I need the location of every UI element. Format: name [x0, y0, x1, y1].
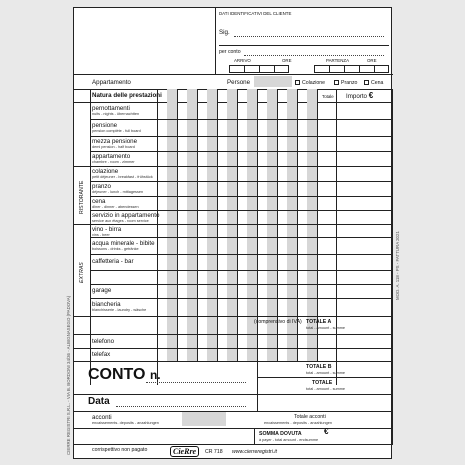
- date-column: [167, 89, 177, 361]
- data-label: Data: [88, 396, 110, 407]
- row-servizio: [92, 212, 159, 223]
- colazione-checkbox[interactable]: [295, 80, 300, 85]
- persone-label: Persone: [227, 79, 251, 86]
- row-vino-birra: [92, 226, 121, 237]
- row-acqua-minerale: [92, 240, 155, 251]
- corrispettivo-label: corrispettivo non pagato: [92, 447, 148, 453]
- right-margin-note: MOD. A. 118 - PS - FATTURA 2021: [395, 231, 400, 300]
- row-sublabel: demi pension - half board: [92, 145, 135, 149]
- row-caffetteria: [92, 258, 134, 265]
- arrivo-label: ARRIVO: [234, 58, 251, 63]
- acconti-field[interactable]: [182, 412, 226, 426]
- extras-side-label: EXTRAS: [79, 262, 85, 283]
- hotel-bill-form: [73, 7, 392, 459]
- row-label: pernottamenti: [92, 105, 130, 112]
- row-sublabel: chambre - room - zimmer: [92, 160, 135, 164]
- row-label: caffetteria - bar: [92, 258, 134, 265]
- cena-label: Cena: [371, 80, 384, 86]
- euro-symbol: €: [324, 427, 329, 436]
- row-sublabel: petit déjeuner - breakfast - frühstück: [92, 175, 153, 179]
- cena-checkbox[interactable]: [364, 80, 369, 85]
- ristorante-side-label: RISTORANTE: [79, 180, 85, 214]
- date-column: [187, 89, 197, 361]
- row-appartamento: [92, 153, 135, 164]
- totale-a-sublabel: total - amount - summe: [306, 326, 346, 330]
- conto-number-field[interactable]: [146, 382, 246, 383]
- row-label: vino - birra: [92, 226, 122, 233]
- row-biancheria: [92, 301, 146, 312]
- colazione-label: Colazione: [302, 80, 326, 86]
- appartamento-label: Appartamento: [92, 79, 131, 86]
- row-sublabel: boissons - drinks - getränke: [92, 247, 139, 251]
- row-label: pranzo: [92, 183, 111, 190]
- row-pensione: [92, 122, 141, 133]
- section-separator: [74, 74, 393, 75]
- website-link[interactable]: www.cierreregistri.it: [232, 449, 277, 455]
- data-field[interactable]: [116, 406, 246, 407]
- natura-label: Natura delle prestazioni: [92, 92, 162, 99]
- row-sublabel: déjeuner - lunch - mittagessen: [92, 190, 144, 194]
- row-sublabel: dîner - dinner - abendessen: [92, 205, 139, 209]
- totale-acconti-label: Totale acconti: [294, 414, 326, 420]
- totale-col-label: Totale: [322, 94, 334, 99]
- row-label: appartamento: [92, 153, 131, 160]
- row-garage: [92, 287, 111, 294]
- sig-field[interactable]: [234, 36, 384, 37]
- row-label: cena: [92, 198, 106, 205]
- row-label: biancheria: [92, 301, 121, 308]
- row-sublabel: blanchisserie - laundry - wäsche: [92, 308, 147, 312]
- left-margin-note: CIERRE REGISTRI S.R.L. - VIA B. BORDONI 34/36 - ALBIGNASEGO (PADOVA): [66, 295, 71, 455]
- somma-dovuta-label: SOMMA DOVUTA: [259, 431, 302, 437]
- euro-symbol: €: [368, 91, 374, 100]
- conto-title: CONTO n.: [88, 366, 161, 383]
- row-label: pensione: [92, 122, 118, 129]
- row-sublabel: service aux étages - room service: [92, 219, 149, 223]
- totale-a-label: TOTALE A: [306, 319, 332, 325]
- partenza-label: PARTENZA: [326, 58, 350, 63]
- row-sublabel: vins - beer: [92, 233, 110, 237]
- date-column: [207, 89, 217, 361]
- totale-sublabel: total - amount - summe: [306, 387, 346, 391]
- per-conto-field[interactable]: [244, 55, 384, 56]
- persone-field[interactable]: [254, 76, 292, 87]
- somma-dovuta-sublabel: à payer - total amount - endsumme: [259, 438, 319, 442]
- row-sublabel: nuits - nights - übernachtten: [92, 112, 140, 116]
- telefax-label: telefax: [92, 351, 111, 358]
- row-label: colazione: [92, 168, 119, 175]
- telefono-label: telefono: [92, 338, 115, 345]
- row-label: garage: [92, 287, 112, 294]
- row-mezza-pensione: [92, 138, 137, 149]
- acconti-label: acconti: [92, 414, 112, 421]
- importo-col-label: Importo €: [346, 91, 374, 100]
- row-pernottamenti: [92, 105, 139, 116]
- client-separator: [219, 45, 389, 46]
- row-label: acqua minerale - bibite: [92, 240, 155, 247]
- model-code: CR 718: [205, 449, 223, 455]
- client-box-divider: [215, 8, 216, 74]
- totale-label: TOTALE: [312, 380, 333, 386]
- per-conto-label: per conto: [219, 49, 241, 55]
- ore-arrivo-label: ORE: [282, 58, 292, 63]
- date-column: [227, 89, 237, 361]
- totale-acconti-sublabel: encaissements - deposits - anzahlungen: [264, 421, 332, 425]
- pranzo-label: Pranzo: [341, 80, 358, 86]
- row-label: servizio in appartamento: [92, 212, 160, 219]
- row-label: mezza pensione: [92, 138, 138, 145]
- iva-label: (comprensivo di IVA): [254, 319, 302, 325]
- sig-label: Sig.: [219, 29, 230, 36]
- row-cena: [92, 198, 139, 209]
- brand-logo: CieRre: [170, 447, 199, 456]
- client-data-title: DATI IDENTIFICATIVI DEL CLIENTE: [219, 11, 292, 16]
- row-colazione: [92, 168, 153, 179]
- totale-b-sublabel: total - amount - summe: [306, 371, 346, 375]
- row-sublabel: pension complète - full board: [92, 129, 141, 133]
- acconti-sublabel: encaissements- deposits - anzahlungen: [92, 421, 159, 425]
- totale-b-label: TOTALE B: [306, 364, 332, 370]
- ore-partenza-label: ORE: [367, 58, 377, 63]
- partenza-date-field[interactable]: [314, 65, 389, 73]
- row-pranzo: [92, 183, 143, 194]
- pranzo-checkbox[interactable]: [334, 80, 339, 85]
